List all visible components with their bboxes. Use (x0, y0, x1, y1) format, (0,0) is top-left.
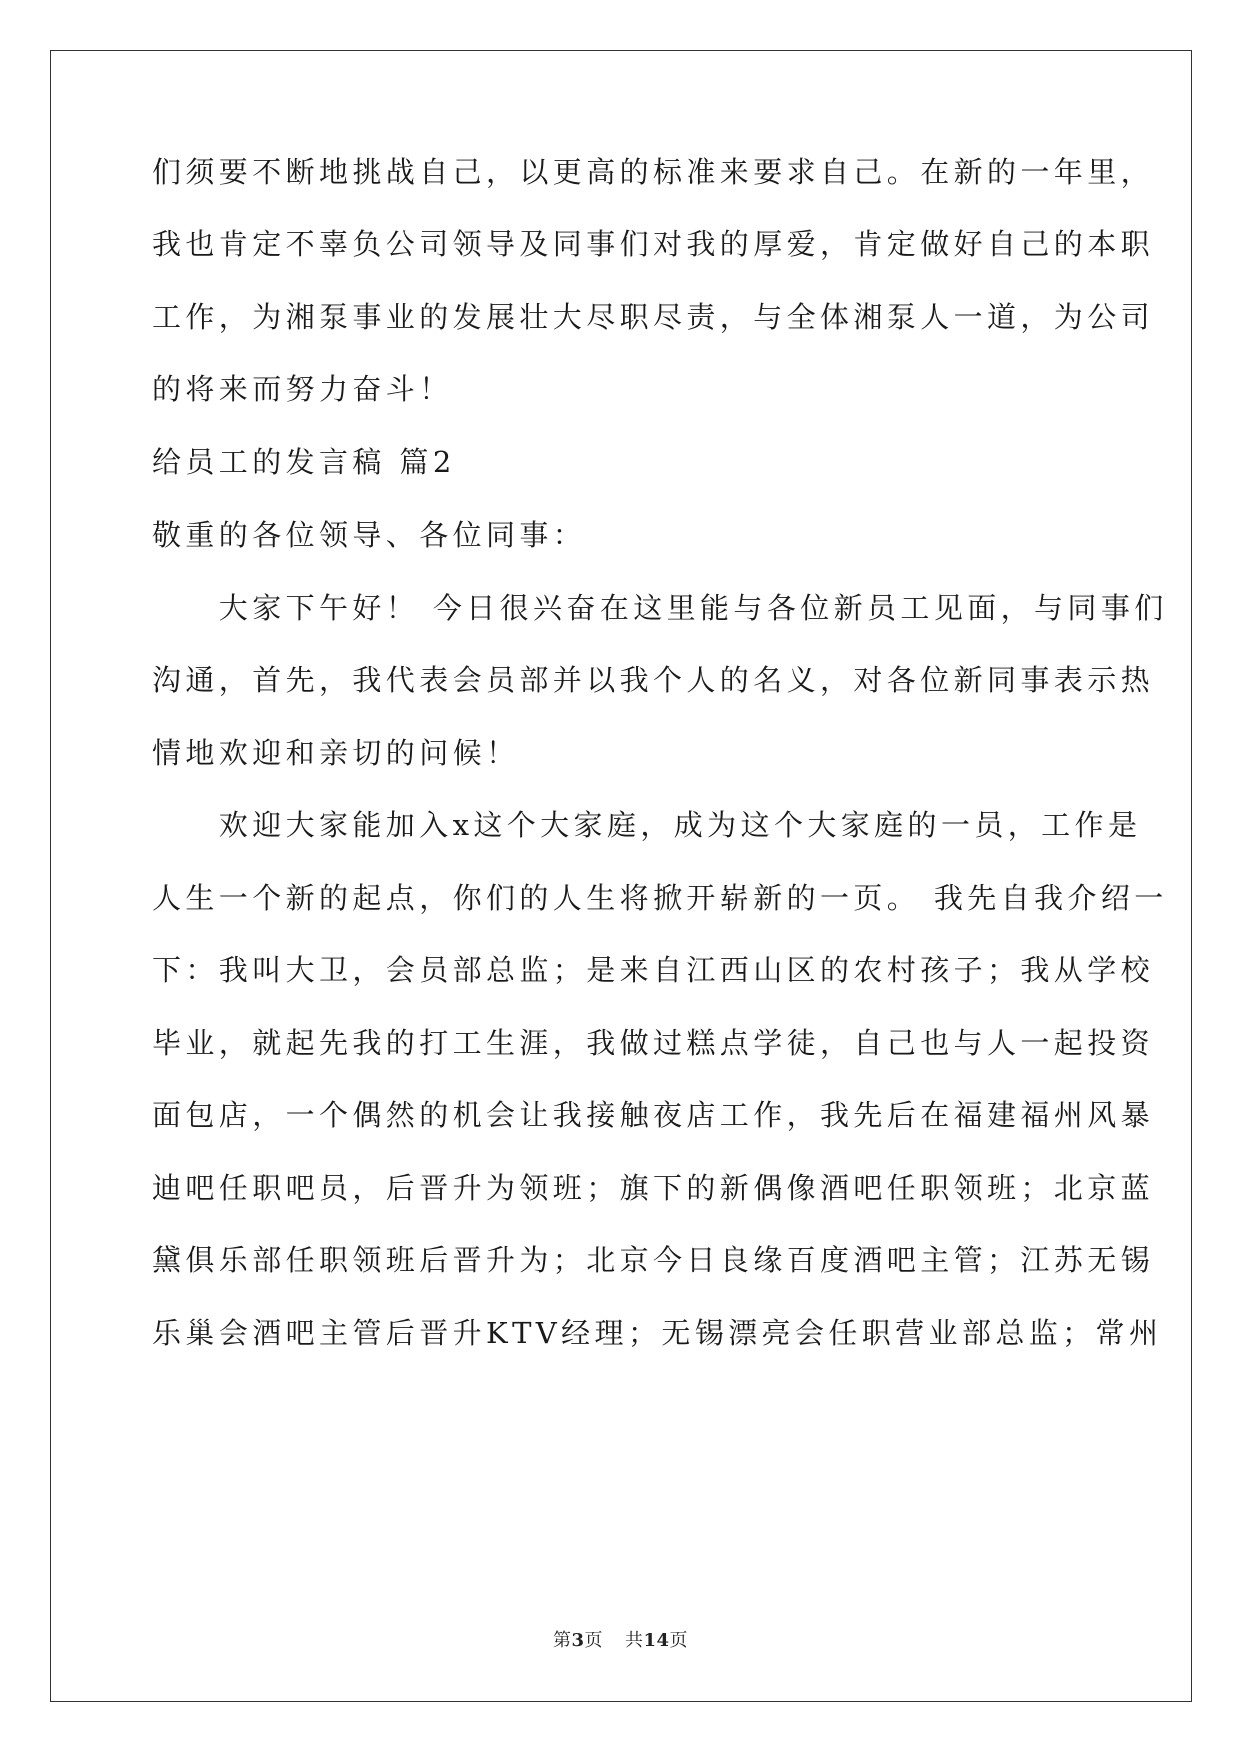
salutation: 敬重的各位领导、各位同事： (152, 518, 587, 552)
page-suffix: 页 (584, 1630, 603, 1651)
page-prefix: 第 (552, 1630, 572, 1651)
paragraph-line-12: 下：我叫大卫，会员部总监；是来自江西山区的农村孩子；我从学校 (152, 953, 1155, 987)
paragraph-line-9: 情地欢迎和亲切的问候！ (152, 736, 520, 770)
paragraph-line-13: 毕业，就起先我的打工生涯，我做过糕点学徒，自己也与人一起投资 (152, 1026, 1155, 1060)
paragraph-line-10: 欢迎大家能加入x这个大家庭，成为这个大家庭的一员，工作是 (152, 808, 1142, 842)
paragraph-line-4: 的将来而努力奋斗！ (152, 372, 453, 406)
paragraph-line-3: 工作，为湘泵事业的发展壮大尽职尽责，与全体湘泵人一道，为公司 (152, 300, 1155, 334)
paragraph-line-2: 我也肯定不辜负公司领导及同事们对我的厚爱，肯定做好自己的本职 (152, 227, 1155, 261)
total-pages: 14 (643, 1630, 670, 1651)
page-number: 3 (571, 1630, 585, 1651)
paragraph-line-1: 们须要不断地挑战自己，以更高的标准来要求自己。在新的一年里， (152, 155, 1155, 189)
section-heading: 给员工的发言稿 篇2 (152, 445, 456, 479)
paragraph-line-7: 大家下午好！ 今日很兴奋在这里能与各位新员工见面，与同事们 (152, 591, 1168, 625)
total-suffix: 页 (669, 1630, 689, 1651)
paragraph-line-15: 迪吧任职吧员，后晋升为领班；旗下的新偶像酒吧任职领班；北京蓝 (152, 1171, 1155, 1205)
paragraph-line-14: 面包店，一个偶然的机会让我接触夜店工作，我先后在福建福州风暴 (152, 1098, 1155, 1132)
paragraph-line-8: 沟通，首先，我代表会员部并以我个人的名义，对各位新同事表示热 (152, 663, 1155, 697)
paragraph-line-17: 乐巢会酒吧主管后晋升KTV经理；无锡漂亮会任职营业部总监；常州 (152, 1316, 1163, 1350)
paragraph-line-11: 人生一个新的起点，你们的人生将掀开崭新的一页。 我先自我介绍一 (152, 881, 1168, 915)
page-footer (0, 1626, 1241, 1652)
paragraph-line-16: 黛俱乐部任职领班后晋升为；北京今日良缘百度酒吧主管；江苏无锡 (152, 1243, 1155, 1277)
total-prefix: 共 (624, 1630, 644, 1651)
page-border (50, 50, 1192, 1702)
